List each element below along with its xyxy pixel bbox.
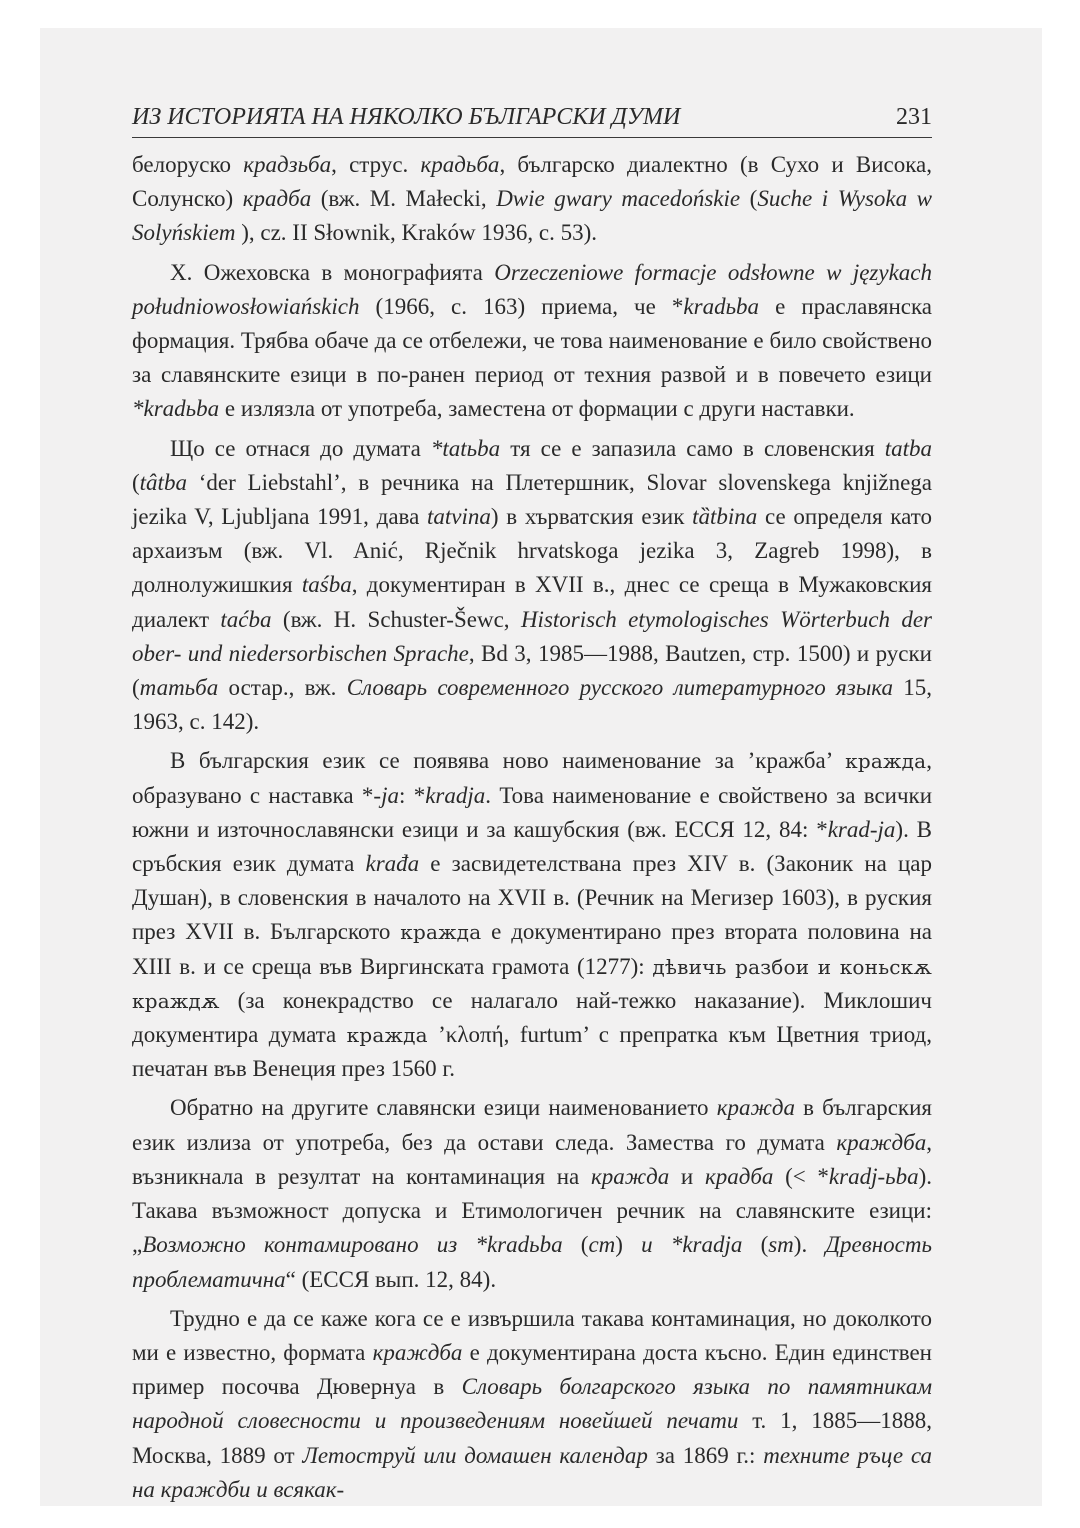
paragraph-6: Трудно е да се каже кога се е извършила такава контаминация, но доколкото ми е известно, формата краждба е документирана доста късно. Един единствен пример посочва Дювернуа в Словарь болгарского языка по памятникам народной словесности и произведениям новейшей печати т. 1, 1885—1888, Москва, 1889 от Летоструй или домашен календар за 1869 г.: техните ръце са на краждби и всякак- (132, 1305, 932, 1502)
book-page (132, 104, 932, 1507)
running-header (132, 104, 932, 138)
paragraph-4: В българския език се появява ново наименование за ’кражба’ кражда, образувано с наставка *-ja: *kradja. Това наименование е свойствено за всички южни и източнославянски езици и за кашубския (вж. ЕССЯ 12, 84: *krad-ja). В сръбския език думата krađa е засвидетелствана през XIV в. (Законик на цар Душан), в словенския в началото на XVII в. (Речник на Мегизер 1603), в руския през XVII в. Българското кражда е документирано през втората половина на XIII в. и се среща във Виргинската грамота (1277): дѣвичь разбои и коньскѫ краждѫ (за конекрадство се налагало най-тежко наказание). Миклошич документира думата кражда ’κλοπή, furtum’ с препратка към Цветния триод, печатан във Венеция през 1560 г. (132, 748, 933, 1082)
page-body (132, 148, 932, 1507)
paragraph-3: Що се отнася до думата *tatьba тя се е запазила само в словенския tatba (tâtba ‘der Liebstahl’, в речника на Плетершник, Slovar slovenskega knjižnega jezika V, Ljubljana 1991, дава tatvina) в хърватския език tȁtbina се определя като архаизъм (вж. Vl. Anić, Rječnik hrvatskoga jezika 3, Zagreb 1998), в долнолужишкия taśba, документиран в XVII в., днес се среща в Мужаковския диалект taćba (вж. H. Schuster-Šewc, Historisch etymologisches Wörterbuch der ober- und niedersorbischen Sprache, Bd 3, 1985—1988, Bautzen, стр. 1500) и руски (татьба остар., вж. Словарь современного русского литературного языка 15, 1963, с. 142). (132, 435, 933, 735)
paragraph-2: Х. Ожеховска в монографията Orzeczeniowe formacje odsłowne w językach południowosłowiańskich (1966, с. 163) приема, че *kradьba е праславянска формация. Трябва обаче да се отбележи, че това наименование е било свойствено за славянските езици в по-ранен период от техния развой и в повечето езици *kradьba е излязла от употреба, заместена от формации с други наставки. (132, 259, 933, 422)
old-bulgarian-quote: дѣвичь разбои и коньскѫ краждѫ (132, 954, 932, 1013)
paragraph-1: белоруско крадзьба, струс. крадьба, българско диалектно (в Сухо и Висока, Солунско) крадба (вж. M. Małecki, Dwie gwary macedońskie (Suche i Wysoka w Solуńskiem ), cz. II Słownik, Kraków 1936, с. 53). (132, 152, 933, 246)
paragraph-5: Обратно на другите славянски езици наименованието кражда в българския език излиза от употреба, без да остави следа. Замества го думата краждба, възникнала в резултат на контаминация на кражда и крадба (< *kradj-ьba). Такава възможност допуска и Етимологичен речник на славянските езици: „Возможно контамировано из *kradьba (cm) и *kradja (sm). Древность проблематична“ (ЕССЯ вып. 12, 84). (132, 1095, 933, 1292)
running-title: ИЗ ИСТОРИЯТА НА НЯКОЛКО БЪЛГАРСКИ ДУМИ (132, 104, 681, 130)
page-number: 231 (896, 104, 932, 130)
